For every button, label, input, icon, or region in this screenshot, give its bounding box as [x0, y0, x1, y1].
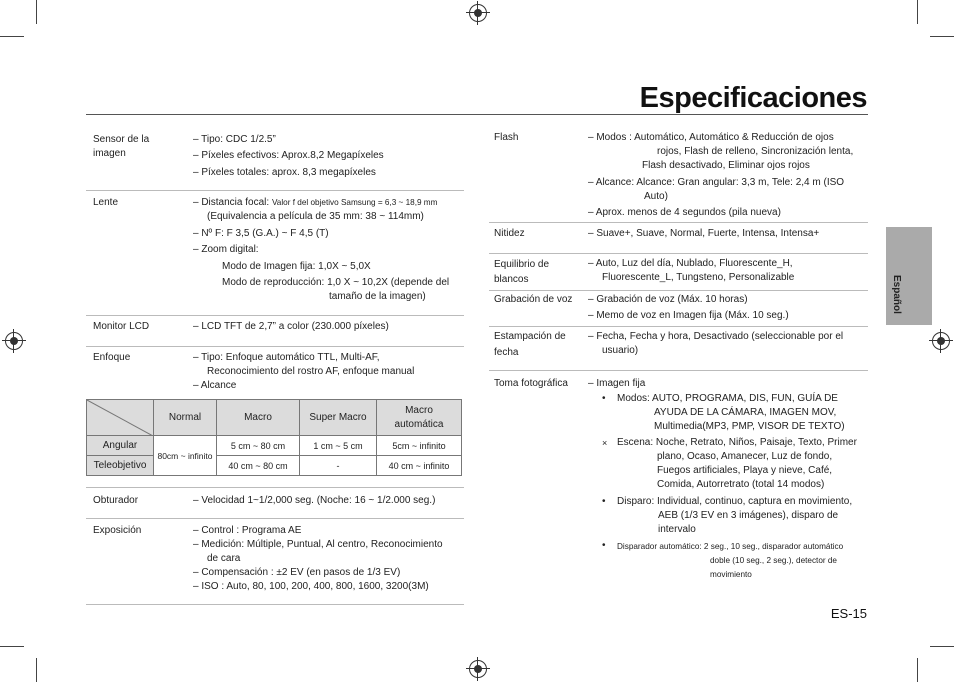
- toma-disp-auto: Disparador automático: 2 seg., 10 seg., disparador automático: [617, 542, 844, 551]
- lente-label: Lente: [93, 197, 119, 208]
- bullet-icon: •: [602, 496, 606, 507]
- divider: [86, 315, 464, 316]
- obturador-label: Obturador: [93, 495, 139, 506]
- estampacion-label: Estampación de: [494, 331, 566, 342]
- cell-normal: 80cm ~ infinito: [154, 436, 217, 476]
- cell-super-w: 1 cm ~ 5 cm: [300, 436, 377, 456]
- crop-mark: [930, 646, 954, 647]
- header-normal: Normal: [154, 400, 217, 436]
- exposicion-label: Exposición: [93, 525, 142, 536]
- crop-mark: [36, 658, 37, 682]
- cell-auto-w: 5cm ~ infinito: [377, 436, 462, 456]
- focus-range-table: [86, 399, 462, 476]
- registration-mark-icon: [932, 332, 950, 350]
- lente-zoom-play-2: tamaño de la imagen): [329, 291, 426, 302]
- lente-zoom-still: Modo de Imagen fija: 1,0X ~ 5,0X: [222, 261, 371, 272]
- language-tab: [886, 227, 932, 325]
- divider: [489, 253, 868, 254]
- crop-mark: [917, 658, 918, 682]
- crop-mark: [36, 0, 37, 24]
- divider: [489, 290, 868, 291]
- equilibrio-label: Equilibrio de: [494, 259, 550, 270]
- page-number: ES-15: [830, 606, 867, 621]
- lente-zoom-play: Modo de reproducción: 1,0 X ~ 10,2X (depende del: [222, 277, 450, 288]
- divider: [489, 222, 868, 223]
- table-row: [87, 456, 462, 476]
- header-auto-macro-1: Macro: [405, 404, 433, 416]
- crop-mark: [917, 0, 918, 24]
- sensor-label: imagen: [93, 148, 126, 159]
- toma-disparo: AEB (1/3 EV en 3 imágenes), disparo de: [658, 510, 839, 521]
- grabacion-label: Grabación de voz: [494, 294, 573, 305]
- bullet-icon: •: [602, 393, 606, 404]
- grabacion-line: – Memo de voz en Imagen fija (Máx. 10 seg.): [588, 310, 789, 321]
- cell-macro-w: 5 cm ~ 80 cm: [217, 436, 300, 456]
- sensor-item: – Tipo: CDC 1/2.5”: [193, 134, 276, 145]
- table-header-row: [87, 400, 462, 436]
- exposicion-item: de cara: [207, 553, 241, 564]
- row-label-tele: Teleobjetivo: [87, 456, 154, 476]
- toma-modos: Multimedia(MP3, PMP, VISOR DE TEXTO): [654, 421, 845, 432]
- equilibrio-line: Fluorescente_L, Tungsteno, Personalizable: [602, 272, 795, 283]
- header-auto-macro-2: automática: [394, 418, 444, 430]
- toma-disp-auto: movimiento: [710, 570, 752, 579]
- divider: [86, 518, 464, 519]
- crop-mark: [0, 36, 24, 37]
- exposicion-item: – ISO : Auto, 80, 100, 200, 400, 800, 1600, 3200(3M): [193, 581, 429, 592]
- header-super-macro: Super Macro: [300, 400, 377, 436]
- page-title: Especificaciones: [639, 82, 867, 114]
- flash-line: – Alcance: Alcance: Gran angular: 3,3 m, Tele: 2,4 m (ISO: [588, 177, 845, 188]
- diagonal-line: [87, 400, 153, 436]
- estampacion-line: – Fecha, Fecha y hora, Desactivado (seleccionable por el: [588, 331, 844, 342]
- cross-icon: ×: [602, 438, 608, 448]
- obturador-value: – Velocidad 1~1/2,000 seg. (Noche: 16 ~ 1/2.000 seg.): [193, 495, 436, 506]
- toma-line: – Imagen fija: [588, 378, 646, 389]
- cell-super-t: -: [300, 456, 377, 476]
- flash-line: – Modos : Automático, Automático & Reducción de ojos: [588, 132, 834, 143]
- enfoque-label: Enfoque: [93, 352, 131, 363]
- toma-modos: Modos: AUTO, PROGRAMA, DIS, FUN, GUÍA DE: [617, 393, 838, 404]
- equilibrio-label: blancos: [494, 274, 529, 285]
- language-tab-label: Español: [891, 275, 902, 314]
- flash-line: – Aprox. menos de 4 segundos (pila nueva): [588, 207, 781, 218]
- toma-escena: Fuegos artificiales, Playa y nieve, Café,: [657, 465, 833, 476]
- grabacion-line: – Grabación de voz (Máx. 10 horas): [588, 294, 748, 305]
- crop-mark: [930, 36, 954, 37]
- crop-mark: [0, 646, 24, 647]
- toma-modos: AYUDA DE LA CÁMARA, IMAGEN MOV,: [654, 407, 837, 418]
- sensor-label: Sensor de la: [93, 134, 150, 145]
- divider: [86, 190, 464, 191]
- toma-disparo: intervalo: [658, 524, 696, 535]
- exposicion-item: – Control : Programa AE: [193, 525, 302, 536]
- estampacion-line: usuario): [602, 345, 639, 356]
- focal-prefix: – Distancia focal:: [193, 197, 272, 208]
- toma-disp-auto: doble (10 seg., 2 seg.), detector de: [710, 556, 837, 565]
- divider: [86, 487, 464, 488]
- enfoque-item: – Alcance: [193, 380, 237, 391]
- monitor-label: Monitor LCD: [93, 321, 150, 332]
- row-label-angular: Angular: [87, 436, 154, 456]
- cell-auto-t: 40 cm ~ infinito: [377, 456, 462, 476]
- table-corner: [87, 400, 154, 436]
- registration-mark-icon: [469, 4, 487, 22]
- nitidez-value: – Suave+, Suave, Normal, Fuerte, Intensa, Intensa+: [588, 228, 820, 239]
- bullet-icon: •: [602, 540, 606, 551]
- cell-macro-t: 40 cm ~ 80 cm: [217, 456, 300, 476]
- divider: [86, 604, 464, 605]
- toma-escena: Comida, Autorretrato (total 14 modos): [657, 479, 825, 490]
- flash-line: Flash desactivado, Eliminar ojos rojos: [642, 160, 810, 171]
- header-auto-macro: [377, 400, 462, 436]
- divider: [86, 346, 464, 347]
- toma-label: Toma fotográfica: [494, 378, 568, 389]
- monitor-value: – LCD TFT de 2,7” a color (230.000 píxeles): [193, 321, 389, 332]
- toma-disparo: Disparo: Individual, continuo, captura en movimiento,: [617, 496, 853, 507]
- registration-mark-icon: [5, 332, 23, 350]
- sensor-item: – Píxeles totales: aprox. 8,3 megapíxeles: [193, 167, 376, 178]
- divider: [489, 326, 868, 327]
- toma-escena: plano, Ocaso, Amanecer, Luz de fondo,: [657, 451, 833, 462]
- divider: [489, 370, 868, 371]
- lente-focal-equiv: (Equivalencia a película de 35 mm: 38 ~ 114mm): [207, 211, 424, 222]
- focal-small: Valor f del objetivo Samsung = 6,3 ~ 18,9 mm: [271, 198, 438, 207]
- flash-label: Flash: [494, 132, 519, 143]
- exposicion-item: – Compensación : ±2 EV (en pasos de 1/3 EV): [193, 567, 401, 578]
- title-rule: [86, 114, 868, 115]
- sensor-item: – Píxeles efectivos: Aprox.8,2 Megapíxeles: [193, 150, 384, 161]
- table-row: [87, 436, 462, 456]
- exposicion-item: – Medición: Múltiple, Puntual, Al centro, Reconocimiento: [193, 539, 443, 550]
- header-macro: Macro: [217, 400, 300, 436]
- estampacion-label: fecha: [494, 347, 519, 358]
- toma-escena: Escena: Noche, Retrato, Niños, Paisaje, Texto, Primer: [617, 437, 857, 448]
- equilibrio-line: – Auto, Luz del día, Nublado, Fluorescente_H,: [588, 258, 793, 269]
- nitidez-label: Nitidez: [494, 228, 525, 239]
- flash-line: Auto): [644, 191, 668, 202]
- lente-fnum: – Nº F: F 3,5 (G.A.) ~ F 4,5 (T): [193, 228, 329, 239]
- registration-mark-icon: [469, 660, 487, 678]
- enfoque-item: – Tipo: Enfoque automático TTL, Multi-AF,: [193, 352, 380, 363]
- lente-focal: [193, 196, 437, 210]
- flash-line: rojos, Flash de relleno, Sincronización lenta,: [657, 146, 854, 157]
- enfoque-item: Reconocimiento del rostro AF, enfoque manual: [207, 366, 415, 377]
- lente-zoom: – Zoom digital:: [193, 244, 259, 255]
